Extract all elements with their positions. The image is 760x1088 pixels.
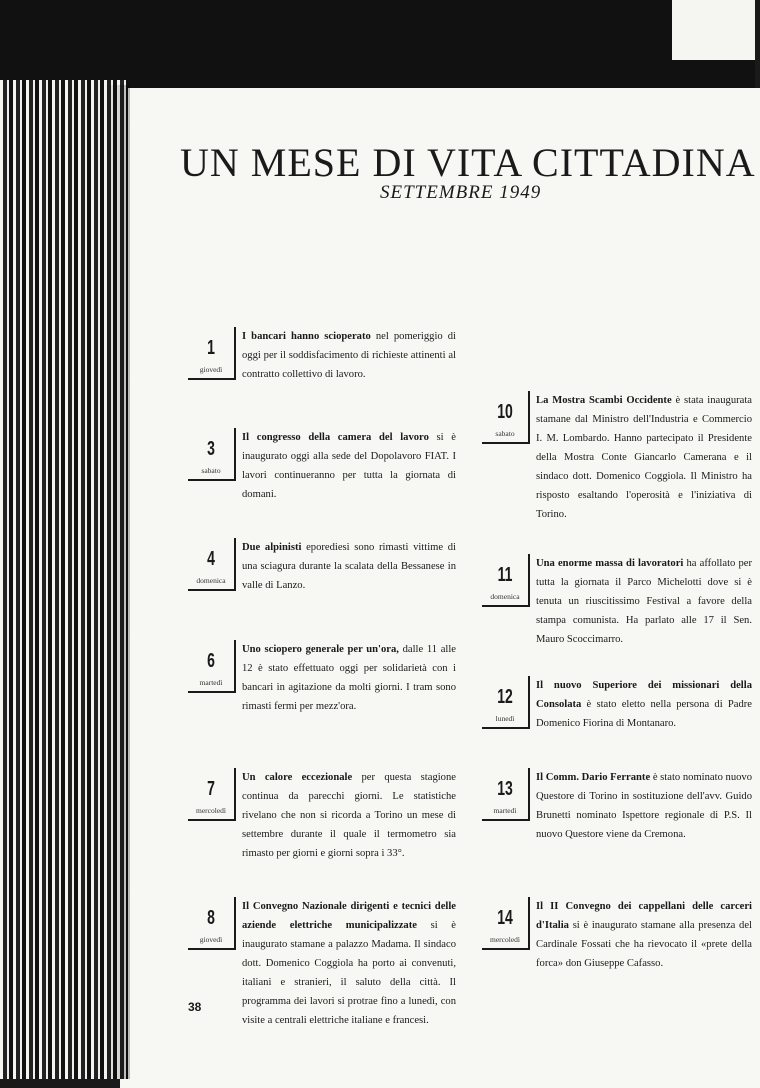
entry-text [536, 676, 752, 733]
entry-body: dalle 11 alle 12 è stato effettuato oggi per solidarietà con i bancari in agitazione da molti giorni. I tram sono rimasti fermi per mezz'ora. [242, 644, 456, 712]
date-box [482, 768, 530, 821]
entry-text [242, 538, 456, 595]
entry-text [242, 897, 456, 1026]
entry-headline: Una enorme massa di lavoratori [536, 558, 687, 569]
entry-text [536, 897, 752, 973]
entry-body: è stato nominato nuovo Questore di Torino in sostituzione dell'avv. Guido Brunetti nominato Ispettore regionale di P.S. Il nuovo Questore viene da Cremona. [536, 772, 753, 840]
entry-day-12 [482, 676, 752, 733]
entry-body: si è inaugurato stamane a palazzo Madama. Il sindaco dott. Domenico Coggiola ha porto ai convenuti, italiani e stranieri, il saluto della città. Il programma dei lavori si protrae fino a lunedì, con visite a centrali elettriche italiane e francesi. [242, 920, 456, 1026]
entry-headline: La Mostra Scambi Occidente [536, 395, 676, 406]
entry-text [242, 640, 456, 716]
entry-day-14 [482, 897, 752, 973]
day-number: 7 [207, 778, 215, 800]
date-box [188, 768, 236, 821]
weekday: martedì [493, 806, 517, 815]
entry-day-7 [188, 768, 456, 863]
day-number: 3 [207, 438, 215, 460]
date-box [482, 897, 530, 950]
day-number: 4 [207, 548, 215, 570]
entry-text [242, 327, 456, 384]
date-box [188, 327, 236, 380]
entry-headline: Un calore eccezionale [242, 772, 362, 783]
top-corner-page [672, 0, 755, 60]
entry-day-10 [482, 391, 752, 524]
day-number: 11 [497, 564, 513, 586]
entry-day-13 [482, 768, 752, 844]
weekday: sabato [201, 466, 221, 475]
entry-body: ha affollato per tutta la giornata il Parco Michelotti dove si è tenuta un riuscitissimo Festival a favore della stampa comunista. Ha parlato alle 17 il Sen. Mauro Scoccimarro. [536, 558, 752, 645]
entry-text [536, 554, 752, 649]
day-number: 14 [497, 907, 513, 929]
entry-text [536, 391, 752, 524]
entry-day-6 [188, 640, 456, 716]
entry-text [242, 428, 456, 504]
entry-day-4 [188, 538, 456, 595]
day-number: 8 [207, 907, 215, 929]
date-box [482, 554, 530, 607]
page-number: 38 [188, 1000, 202, 1014]
day-number: 10 [497, 401, 513, 423]
weekday: domenica [490, 592, 520, 601]
day-number: 13 [497, 778, 513, 800]
weekday: martedì [199, 678, 223, 687]
entry-headline: Il II Convegno dei cappellani delle carceri d'Italia [536, 901, 752, 931]
entry-headline: Il congresso della camera del lavoro [242, 432, 437, 443]
date-box [188, 640, 236, 693]
entry-headline: Il Comm. Dario Ferrante [536, 772, 653, 783]
entry-headline: Due alpinisti [242, 542, 307, 553]
weekday: domenica [196, 576, 226, 585]
entry-body: è stato eletto nella persona di Padre Domenico Fiorina di Montanaro. [536, 699, 752, 729]
day-number: 1 [207, 337, 215, 359]
page-title: UN MESE DI VITA CITTADINA [180, 139, 756, 185]
weekday: giovedì [199, 935, 223, 944]
spine-shadow [105, 85, 130, 1079]
weekday: sabato [495, 429, 515, 438]
date-box [188, 538, 236, 591]
entry-headline: I bancari hanno scioperato [242, 331, 376, 342]
entry-headline: Uno sciopero generale per un'ora, [242, 644, 403, 655]
entry-headline: Il nuovo Superiore dei missionari della Consolata [536, 680, 752, 710]
entry-body: nel pomeriggio di oggi per il soddisfacimento di richieste attinenti al contratto collettivo di lavoro. [242, 331, 456, 380]
entry-body: per questa stagione continua da parecchi giorni. Le statistiche rivelano che non si ricorda a Torino un mese di settembre durante il quale il termometro sia rimasto per giorni e giorni sopra i 33°. [242, 772, 456, 859]
weekday: lunedì [495, 714, 515, 723]
entry-body: si è inaugurato stamane alla presenza del Cardinale Fossati che ha rievocato il «prete della forca» don Giuseppe Cafasso. [536, 920, 752, 969]
entry-day-11 [482, 554, 752, 649]
entry-day-3 [188, 428, 456, 504]
date-box [482, 391, 530, 444]
entry-body: eporediesi sono rimasti vittime di una sciagura durante la scalata della Bessanese in valle di Lanzo. [242, 542, 456, 591]
entry-body: è stata inaugurata stamane dal Ministro dell'Industria e Commercio I. M. Lombardo. Hanno partecipato il Presidente della Mostra Conte Giancarlo Camerana e il sindaco dott. Domenico Coggiola. Il Ministro ha risposto esaltando l'operosità e l'iniziativa di Torino. [536, 395, 752, 520]
day-number: 12 [497, 686, 513, 708]
entry-text [536, 768, 752, 844]
entry-text [242, 768, 456, 863]
weekday: giovedì [199, 365, 223, 374]
day-number: 6 [207, 650, 215, 672]
page-subtitle: SETTEMBRE 1949 [380, 182, 542, 203]
weekday: mercoledì [490, 935, 520, 944]
date-box [188, 428, 236, 481]
top-dark-area [0, 0, 755, 90]
entry-headline: Il Convegno Nazionale dirigenti e tecnici delle aziende elettriche municipalizzate [242, 901, 456, 931]
date-box [188, 897, 236, 950]
date-box [482, 676, 530, 729]
entry-day-1 [188, 327, 456, 384]
entry-body: si è inaugurato oggi alla sede del Dopolavoro FIAT. I lavori continueranno per tutta la giornata di domani. [242, 432, 456, 500]
weekday: mercoledì [196, 806, 226, 815]
